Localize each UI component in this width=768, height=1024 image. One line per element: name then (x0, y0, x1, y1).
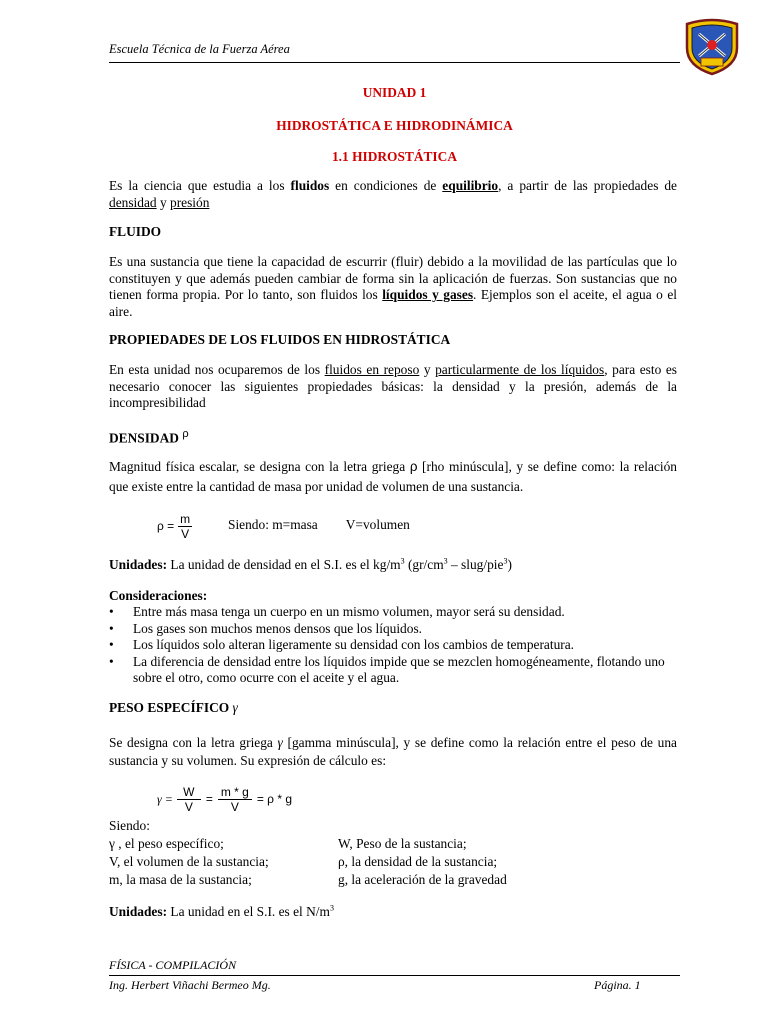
consideraciones-list (109, 604, 677, 687)
formula-definitions: Siendo: m=masa V=volumen (228, 517, 410, 532)
density-formula: ρ = $\frac{m}{V}$ (157, 511, 191, 541)
topic-title: HIDROSTÁTICA E HIDRODINÁMICA (276, 118, 513, 133)
list-item: • La diferencia de densidad entre los líquidos impide que se mezclen homogéneamente, flotando uno sobre el otro, como ocurre con el aceite y el agua. (109, 654, 677, 687)
list-item: • Los líquidos solo alteran ligeramente su densidad con los cambios de temperatura. (109, 637, 677, 654)
definitions-left: γ , el peso específico; V, el volumen de la sustancia; m, la masa de la sustancia; (109, 836, 269, 887)
intro-paragraph: Es la ciencia que estudia a los fluidos en condiciones de equilibrio, a partir de las propiedades de densidad y presión (109, 178, 677, 210)
peso-heading: PESO ESPECÍFICO γ (109, 700, 238, 715)
footer-page-number: Página. 1 (594, 978, 641, 992)
densidad-unidades: Unidades: La unidad de densidad en el S.I. es el $kg/m^3$ ($gr/cm^3$ – slug/pie$^3$) (109, 556, 512, 572)
gamma-symbol: γ (232, 700, 238, 715)
definitions-right: W, Peso de la sustancia; ρ, la densidad de la sustancia; g, la aceleración de la gravedad (338, 836, 507, 887)
section-title: 1.1 HIDROSTÁTICA (331, 149, 457, 164)
densidad-paragraph: Magnitud física escalar, se designa con la letra griega ρ [rho minúscula], y se define como: la relación que existe entre la cantidad de masa por unidad de volumen de una sustancia. (109, 459, 678, 494)
rho-symbol: ρ (182, 428, 189, 440)
fluido-heading: FLUIDO (109, 224, 162, 239)
propiedades-heading: PROPIEDADES DE LOS FLUIDOS EN HIDROSTÁTICA (109, 332, 451, 347)
header-rule (109, 62, 680, 63)
densidad-heading: DENSIDAD $^\rho$ (109, 428, 189, 446)
list-item: • Entre más masa tenga un cuerpo en un mismo volumen, mayor será su densidad. (109, 604, 677, 621)
siendo-label: Siendo: (109, 818, 150, 833)
propiedades-paragraph: En esta unidad nos ocuparemos de los fluidos en reposo y particularmente de los líquidos, para esto es necesario conocer las siguientes propiedades básicas: la densidad y la presión, además de la incompresibilidad (109, 362, 678, 410)
peso-paragraph: Se designa con la letra griega γ [gamma minúscula], y se define como la relación entre el peso de una sustancia y su volumen. Su expresión de cálculo es: (109, 735, 677, 768)
fluido-paragraph: Es una sustancia que tiene la capacidad de escurrir (fluir) debido a la movilidad de las partículas que lo constituyen y que además pueden cambiar de forma sin la aplicación de fuerzas. Son sustancias que no tienen forma propia. Por lo tanto, son fluidos los líquidos y gases. Ejemplos son el aceite, el agua o el aire. (109, 254, 677, 319)
peso-unidades: Unidades: La unidad en el S.I. es el $N/m^3$ (109, 903, 334, 919)
unit-title: UNIDAD 1 (362, 85, 427, 100)
peso-formula: γ = $\frac{W}{V}$ = $\frac{m * g}{V}$ = ρ * g (157, 784, 293, 814)
consideraciones-heading: Consideraciones: (109, 588, 208, 603)
school-logo (681, 14, 743, 76)
header-school: Escuela Técnica de la Fuerza Aérea (109, 42, 290, 56)
footer-course: FÍSICA - COMPILACIÓN (109, 958, 237, 972)
footer-author: Ing. Herbert Viñachi Bermeo Mg. (109, 978, 271, 992)
list-item: • Los gases son muchos menos densos que los líquidos. (109, 621, 677, 638)
footer-rule (109, 975, 680, 976)
